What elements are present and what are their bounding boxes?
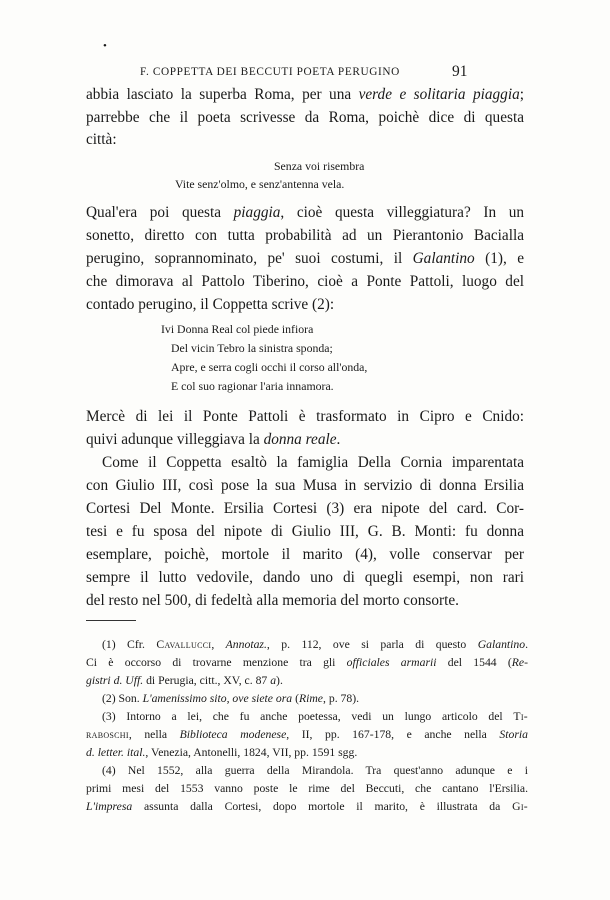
footnote-line [86, 800, 528, 813]
footnote-line [86, 728, 528, 741]
author-name: Cavallucci [156, 638, 212, 651]
footnote-line [102, 692, 528, 705]
text: del 1544 ( [436, 656, 512, 669]
text: ). [276, 674, 283, 687]
text: ( [292, 692, 299, 705]
text: abbia lasciato la superba Roma, per una [86, 86, 359, 103]
work-title: d. letter. ital. [86, 746, 146, 759]
text: quivi adunque villeggiava la [86, 431, 264, 448]
body-line: del resto nel 500, di fedeltà alla memoria del morto consorte. [86, 592, 459, 609]
italic-word: piaggia [233, 204, 281, 221]
footnote-line: primi mesi del 1553 vanno poste le rime del Beccuti, che cantano l'Ersilia. [86, 782, 528, 795]
footnote-line [102, 710, 528, 723]
text: , p. 78). [323, 692, 360, 705]
text: di Perugia, citt., XV, c. 87 [143, 674, 271, 687]
text: (1), e [474, 250, 524, 267]
italic-word: L'impresa [86, 800, 133, 813]
text: assunta dalla Cortesi, dopo mortole il marito, è illustrata da [132, 800, 513, 813]
verse-line: Vite senz'olmo, e senz'antenna vela. [175, 177, 345, 191]
italic-phrase: verde e solitaria piaggia [358, 86, 520, 103]
body-line: esemplare, poichè, mortole il marito (4), volle conservar per [86, 546, 524, 563]
footnote-line [86, 746, 528, 759]
text: perugino, soprannominato, pe' suoi costumi, il [86, 250, 413, 267]
footnote-line [86, 674, 528, 687]
text: , Venezia, Antonelli, 1824, VII, pp. 1591 sgg. [145, 746, 358, 759]
verse-line: E col suo ragionar l'aria innamora. [171, 379, 334, 393]
text: Ci è occorso di trovarne menzione tra gli [86, 656, 347, 669]
verse-line: Ivi Donna Real col piede infiora [161, 322, 314, 336]
text: . [525, 638, 529, 651]
italic-phrase: officiales armarii [346, 656, 437, 669]
body-line [86, 86, 524, 104]
italic-word: Galantino [477, 638, 526, 651]
page-number: 91 [452, 63, 468, 80]
italic-phrase: donna reale [263, 431, 337, 448]
author-name: raboschi [86, 728, 129, 741]
author-name: Ti- [513, 710, 528, 723]
body-line [86, 204, 524, 222]
work-title: Storia [499, 728, 528, 741]
italic-word: Rime [298, 692, 323, 705]
text: , p. 112, ove si parla di questo [266, 638, 478, 651]
text: Qual'era poi questa [86, 204, 234, 221]
running-header: F. COPPETTA DEI BECCUTI POETA PERUGINO [140, 66, 400, 78]
footnote-line [102, 638, 528, 651]
italic-phrase: Re- [511, 656, 528, 669]
author-name: Gi- [512, 800, 528, 813]
text: ; [519, 86, 524, 103]
work-title: Annotaz. [225, 638, 267, 651]
body-line [86, 431, 524, 449]
body-line: con Giulio III, così pose la sua Musa in servizio di donna Ersilia [86, 477, 524, 494]
body-line: sempre il lutto vedovile, dando uno di quegli esempi, non rari [86, 569, 524, 586]
work-title: Biblioteca modenese [179, 728, 287, 741]
text: . [336, 431, 341, 448]
body-line: Cortesi Del Monte. Ersilia Cortesi (3) era nipote del card. Cor- [86, 500, 524, 517]
text: (1) Cfr. [102, 638, 157, 651]
body-line: tesi e fu sposa del nipote di Giulio III, G. B. Monti: fu donna [86, 523, 524, 540]
body-line: Come il Coppetta esaltò la famiglia Della Cornia imparentata [102, 454, 524, 471]
text: (2) Son. [102, 692, 143, 705]
text: , cioè questa villeggiatura? In un [280, 204, 525, 221]
footnote-rule [86, 620, 136, 621]
verse-line: Apre, e serra cogli occhi il corso all'onda, [171, 360, 368, 374]
body-line: città: [86, 131, 117, 148]
verse-line: Del vicin Tebro la sinistra sponda; [171, 341, 333, 355]
body-line: sonetto, diretto con tutta probabilità ad un Pierantonio Bacialla [86, 227, 524, 244]
body-line: Mercè di lei il Ponte Pattoli è trasformato in Cipro e Cnido: [86, 408, 524, 425]
body-line: parrebbe che il poeta scrivesse da Roma, poichè dice di questa [86, 109, 524, 126]
text: (3) Intorno a lei, che fu anche poetessa, vedi un lungo articolo del [102, 710, 514, 723]
italic-letter: a [270, 674, 277, 687]
footnote-line [86, 656, 528, 669]
body-line [86, 250, 524, 268]
text: , [211, 638, 226, 651]
footnote-line: (4) Nel 1552, alla guerra della Mirandola. Tra quest'anno adunque e i [102, 764, 528, 777]
text: , nella [128, 728, 180, 741]
body-line: contado perugino, il Coppetta scrive (2): [86, 296, 335, 313]
text: , II, pp. 167-178, e anche nella [286, 728, 500, 741]
page-mark: • [103, 40, 107, 52]
verse-line: Senza voi risembra [274, 159, 365, 173]
italic-phrase: L'amenissimo sito, ove siete ora [142, 692, 293, 705]
italic-phrase: gistri d. Uff. [86, 674, 144, 687]
body-line: che dimorava al Pattolo Tiberino, cioè a Ponte Pattoli, luogo del [86, 273, 524, 290]
italic-word: Galantino [412, 250, 475, 267]
